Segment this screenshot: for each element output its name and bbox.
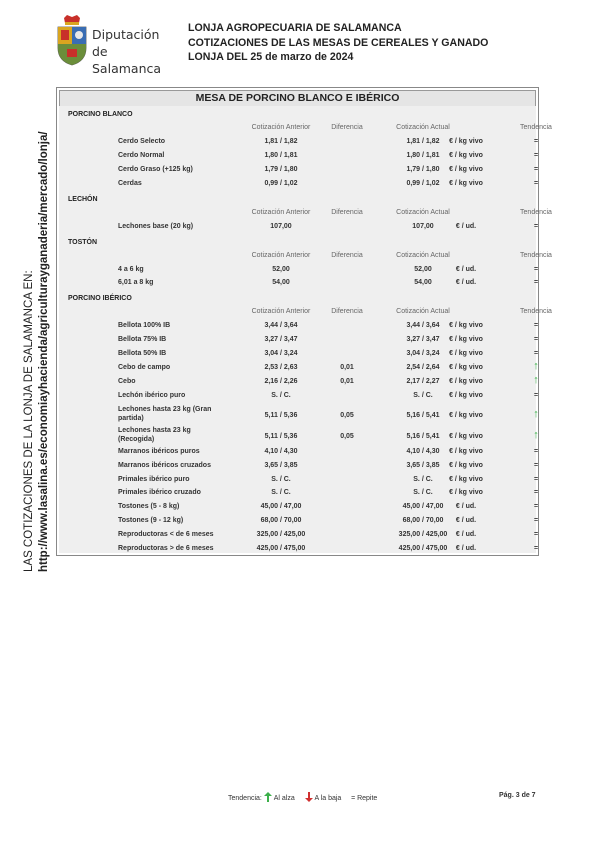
value-diferencia: 0,01 <box>340 377 354 385</box>
value-actual: 2,17 / 2,27 <box>406 377 440 385</box>
value-anterior: 54,00 <box>272 279 290 287</box>
page-number: Pág. 3 de 7 <box>499 792 536 799</box>
value-unit: € / ud. <box>455 222 477 230</box>
value-anterior: 425,00 / 475,00 <box>256 545 306 552</box>
value-diferencia: 0,05 <box>340 411 354 419</box>
trend-up-icon: ↑ <box>533 407 539 420</box>
row-name: Cerdo Graso (+125 kg) <box>118 165 193 173</box>
value-diferencia: 0,05 <box>340 432 354 440</box>
table-title: MESA DE PORCINO BLANCO E IBÉRICO <box>59 90 536 107</box>
value-unit: € / ud. <box>455 545 477 552</box>
value-unit: € / kg vivo <box>449 165 483 173</box>
trend-equal: = <box>533 165 539 173</box>
value-unit: € / kg vivo <box>449 432 483 440</box>
trend-equal: = <box>533 447 539 455</box>
trend-equal: = <box>533 279 539 287</box>
value-actual: 52,00 <box>414 265 432 273</box>
trend-equal: = <box>533 517 539 525</box>
value-actual: 68,00 / 70,00 <box>402 517 444 525</box>
value-actual: 3,27 / 3,47 <box>406 336 440 344</box>
row-name: Reproductoras < de 6 meses <box>118 531 214 539</box>
value-anterior: 3,65 / 3,85 <box>264 461 298 469</box>
value-unit: € / kg vivo <box>449 350 483 358</box>
value-anterior: 0,99 / 1,02 <box>264 179 298 187</box>
document-header <box>188 21 488 65</box>
value-unit: € / kg vivo <box>449 461 483 469</box>
value-unit: € / kg vivo <box>449 179 483 187</box>
value-actual: 4,10 / 4,30 <box>406 447 440 455</box>
trend-equal: = <box>533 222 539 230</box>
value-diferencia: 0,01 <box>340 364 354 371</box>
row-name: Lechones base (20 kg) <box>118 222 194 230</box>
trend-up-icon: ↑ <box>533 360 539 372</box>
section-title: PORCINO IBÉRICO <box>68 295 132 303</box>
row-name: Cerdo Selecto <box>118 138 166 145</box>
value-actual: S. / C. <box>413 475 433 483</box>
value-anterior: 68,00 / 70,00 <box>260 517 302 525</box>
value-actual: 1,79 / 1,80 <box>406 165 440 173</box>
table-body <box>59 106 552 553</box>
legend-label: Tendencia: <box>228 794 262 802</box>
trend-equal: = <box>533 545 539 552</box>
row-name: Cerdas <box>118 179 142 187</box>
col-header-diferencia: Diferencia <box>331 124 363 131</box>
value-actual: 3,65 / 3,85 <box>406 461 440 469</box>
trend-equal: = <box>533 503 539 511</box>
header-line-3: LONJA DEL 25 de marzo de 2024 <box>188 51 354 64</box>
row-name: 4 a 6 kg <box>118 265 144 273</box>
value-anterior: 1,80 / 1,81 <box>264 151 298 159</box>
value-unit: € / kg vivo <box>449 391 483 399</box>
row-name: Primales ibérico puro <box>118 475 190 483</box>
section-title: TOSTÓN <box>68 238 98 246</box>
value-actual: 0,99 / 1,02 <box>406 179 440 187</box>
trend-equal: = <box>533 461 539 469</box>
header-line-2: COTIZACIONES DE LAS MESAS DE CEREALES Y GANADO <box>188 36 489 49</box>
trend-equal: = <box>533 265 539 273</box>
trend-equal: = <box>533 350 539 358</box>
col-header-actual: Cotización Actual <box>396 308 450 316</box>
col-header-actual: Cotización Actual <box>396 251 450 259</box>
col-header-anterior: Cotización Anterior <box>251 208 311 216</box>
value-actual: S. / C. <box>413 489 433 497</box>
row-name: Lechones hasta 23 kg (Gran partida) <box>118 405 212 422</box>
col-header-actual: Cotización Actual <box>396 208 450 216</box>
value-anterior: 4,10 / 4,30 <box>264 447 298 455</box>
row-name: Cerdo Normal <box>118 151 165 159</box>
value-anterior: 2,16 / 2,26 <box>264 377 298 385</box>
side-line-1: LAS COTIZACIONES DE LA LONJA DE SALAMANCA EN: <box>23 270 35 572</box>
value-anterior: 107,00 <box>270 222 292 230</box>
trend-equal: = <box>533 151 539 159</box>
value-anterior: S. / C. <box>271 489 291 497</box>
value-actual: 3,44 / 3,64 <box>406 322 440 330</box>
trend-equal: = <box>533 531 539 539</box>
value-actual: 54,00 <box>414 279 432 287</box>
value-unit: € / kg vivo <box>449 447 483 455</box>
legend-equal: = Repite <box>351 794 378 802</box>
legend-down: A la baja <box>314 794 342 802</box>
value-anterior: 5,11 / 5,36 <box>264 411 298 419</box>
price-table <box>56 87 552 556</box>
row-name: Bellota 100% IB <box>118 322 171 330</box>
side-url-note <box>22 131 52 572</box>
value-actual: 325,00 / 425,00 <box>398 531 448 539</box>
col-header-tendencia: Tendencia <box>520 308 552 316</box>
trend-equal: = <box>533 322 539 330</box>
trend-up-icon: ↑ <box>533 373 539 386</box>
row-name: 6,01 a 8 kg <box>118 279 154 287</box>
value-anterior: 3,27 / 3,47 <box>264 336 298 344</box>
value-anterior: 1,79 / 1,80 <box>264 165 298 173</box>
row-name: Cebo <box>118 377 136 385</box>
value-unit: € / kg vivo <box>449 364 483 371</box>
side-line-2-link[interactable]: http://www.lasalina.es/economiayhacienda/agriculturayganaderia/mercado/lonja/ <box>38 131 50 572</box>
row-name: Lechones hasta 23 kg (Recogida) <box>118 426 191 443</box>
value-anterior: 1,81 / 1,82 <box>264 138 298 145</box>
row-name: Cebo de campo <box>118 364 171 371</box>
value-anterior: 325,00 / 425,00 <box>256 531 306 539</box>
value-anterior: S. / C. <box>271 391 291 399</box>
row-name: Tostones (9 - 12 kg) <box>118 517 184 525</box>
col-header-tendencia: Tendencia <box>520 124 552 131</box>
value-anterior: 52,00 <box>272 265 290 273</box>
value-actual: 45,00 / 47,00 <box>402 503 444 511</box>
row-name: Bellota 75% IB <box>118 336 167 344</box>
trend-equal: = <box>533 336 539 344</box>
value-anterior: 3,44 / 3,64 <box>264 322 298 330</box>
trend-equal: = <box>533 489 539 497</box>
value-unit: € / kg vivo <box>449 151 483 159</box>
value-unit: € / kg vivo <box>449 475 483 483</box>
value-unit: € / ud. <box>455 517 477 525</box>
value-anterior: 3,04 / 3,24 <box>264 350 298 358</box>
legend-up: Al alza <box>273 794 295 802</box>
value-anterior: 5,11 / 5,36 <box>264 432 298 440</box>
value-anterior: 2,53 / 2,63 <box>264 364 298 371</box>
col-header-anterior: Cotización Anterior <box>251 308 311 316</box>
value-actual: 5,16 / 5,41 <box>406 411 440 419</box>
logo-line-1: Diputación <box>92 27 160 42</box>
arrow-down-icon <box>305 792 313 804</box>
value-unit: € / kg vivo <box>449 489 483 497</box>
value-unit: € / kg vivo <box>449 411 483 419</box>
trend-equal: = <box>533 179 539 187</box>
coat-of-arms-icon <box>55 14 89 66</box>
value-actual: 107,00 <box>412 222 434 230</box>
row-name: Marranos ibéricos puros <box>118 447 200 455</box>
value-unit: € / kg vivo <box>449 322 483 330</box>
col-header-diferencia: Diferencia <box>331 308 363 316</box>
value-actual: 1,80 / 1,81 <box>406 151 440 159</box>
value-unit: € / ud. <box>455 531 477 539</box>
section-title: PORCINO BLANCO <box>68 111 133 118</box>
value-actual: 425,00 / 475,00 <box>398 545 448 552</box>
value-unit: € / kg vivo <box>449 377 483 385</box>
value-unit: € / ud. <box>455 265 477 273</box>
col-header-actual: Cotización Actual <box>396 124 450 131</box>
value-unit: € / kg vivo <box>449 138 483 145</box>
value-actual: 3,04 / 3,24 <box>406 350 440 358</box>
col-header-diferencia: Diferencia <box>331 208 363 216</box>
row-name: Primales ibérico cruzado <box>118 489 201 497</box>
value-actual: 5,16 / 5,41 <box>406 432 440 440</box>
value-unit: € / ud. <box>455 279 477 287</box>
arrow-up-icon <box>264 792 272 804</box>
row-name: Marranos ibéricos cruzados <box>118 461 211 469</box>
value-unit: € / kg vivo <box>449 336 483 344</box>
col-header-anterior: Cotización Anterior <box>251 124 311 131</box>
trend-up-icon: ↑ <box>533 428 539 441</box>
value-anterior: S. / C. <box>271 475 291 483</box>
trend-legend <box>228 792 377 804</box>
row-name: Bellota 50% IB <box>118 350 167 358</box>
value-actual: 2,54 / 2,64 <box>406 364 440 371</box>
section-title: LECHÓN <box>68 195 98 203</box>
logo-line-2: de Salamanca <box>92 44 162 76</box>
col-header-tendencia: Tendencia <box>520 208 552 216</box>
row-name: Lechón ibérico puro <box>118 391 186 399</box>
col-header-diferencia: Diferencia <box>331 251 363 259</box>
trend-equal: = <box>533 475 539 483</box>
value-anterior: 45,00 / 47,00 <box>260 503 302 511</box>
value-actual: S. / C. <box>413 391 433 399</box>
value-actual: 1,81 / 1,82 <box>406 138 440 145</box>
diputacion-logo <box>55 14 175 76</box>
trend-equal: = <box>533 138 539 145</box>
header-line-1: LONJA AGROPECUARIA DE SALAMANCA <box>188 22 402 34</box>
col-header-tendencia: Tendencia <box>520 251 552 259</box>
row-name: Tostones (5 - 8 kg) <box>118 503 180 511</box>
trend-equal: = <box>533 391 539 399</box>
col-header-anterior: Cotización Anterior <box>251 251 311 259</box>
row-name: Reproductoras > de 6 meses <box>118 545 214 552</box>
value-unit: € / ud. <box>455 503 477 511</box>
